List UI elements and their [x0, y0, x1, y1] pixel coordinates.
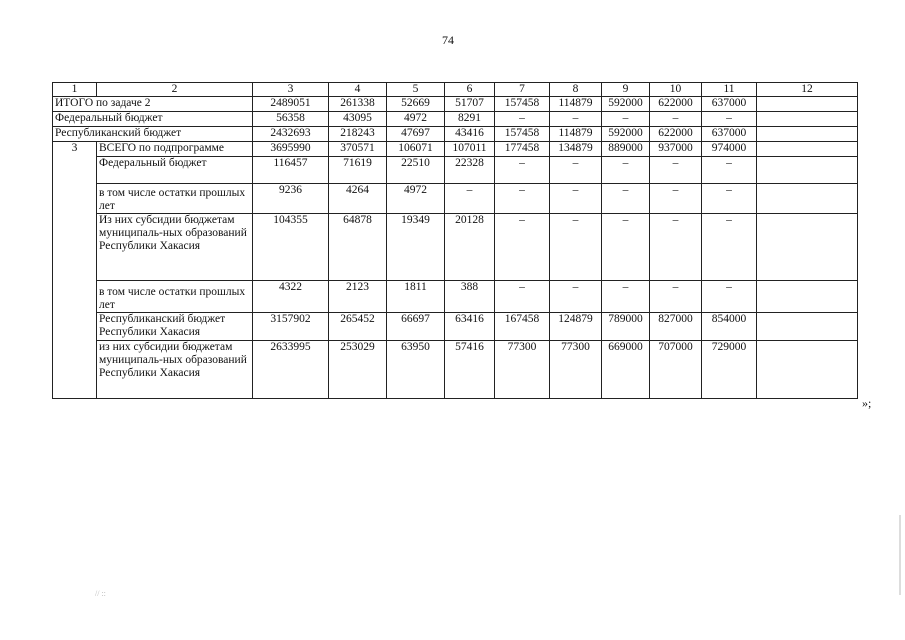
header-cell: 7 [495, 83, 550, 97]
row-label: Республиканский бюджет [53, 127, 253, 142]
cell-value [757, 184, 858, 214]
cell-value [757, 97, 858, 112]
cell-value: – [550, 214, 602, 281]
row-label: в том числе остатки прошлых лет [97, 184, 253, 214]
cell-value: 167458 [495, 313, 550, 341]
cell-value: 2432693 [253, 127, 329, 142]
cell-value: – [602, 214, 650, 281]
cell-value: 77300 [495, 341, 550, 399]
header-cell: 2 [97, 83, 253, 97]
cell-value: 47697 [387, 127, 445, 142]
cell-value: – [650, 281, 702, 313]
row-label: в том числе остатки прошлых лет [97, 281, 253, 313]
cell-value: – [550, 112, 602, 127]
cell-value: – [702, 112, 757, 127]
cell-value: – [445, 184, 495, 214]
cell-value: – [602, 281, 650, 313]
table-header-row [53, 83, 858, 97]
cell-value: 56358 [253, 112, 329, 127]
cell-value: 22328 [445, 157, 495, 184]
header-cell: 8 [550, 83, 602, 97]
header-cell: 11 [702, 83, 757, 97]
cell-value: 177458 [495, 142, 550, 157]
cell-value: 218243 [329, 127, 387, 142]
header-cell: 3 [253, 83, 329, 97]
header-cell: 9 [602, 83, 650, 97]
cell-value: 9236 [253, 184, 329, 214]
cell-value: – [550, 281, 602, 313]
cell-value: – [702, 214, 757, 281]
cell-value: 124879 [550, 313, 602, 341]
cell-value: 592000 [602, 127, 650, 142]
cell-value: 104355 [253, 214, 329, 281]
cell-value: – [650, 214, 702, 281]
margin-mark: // :: [95, 589, 106, 598]
cell-value: – [495, 157, 550, 184]
cell-value: 1811 [387, 281, 445, 313]
row-label: Федеральный бюджет [53, 112, 253, 127]
cell-value: – [602, 184, 650, 214]
cell-value: 3695990 [253, 142, 329, 157]
cell-value: 789000 [602, 313, 650, 341]
cell-value: 20128 [445, 214, 495, 281]
row-label: ВСЕГО по подпрограмме [97, 142, 253, 157]
header-cell: 6 [445, 83, 495, 97]
cell-value [757, 281, 858, 313]
cell-value: 370571 [329, 142, 387, 157]
table-row [53, 127, 858, 142]
table-row [53, 97, 858, 112]
cell-value [757, 341, 858, 399]
cell-value [757, 214, 858, 281]
table-row [53, 112, 858, 127]
row-label: Федеральный бюджет [97, 157, 253, 184]
cell-value: 116457 [253, 157, 329, 184]
row-label: Из них субсидии бюджетам муниципаль-ных образований Республики Хакасия [97, 214, 253, 281]
cell-value: 134879 [550, 142, 602, 157]
cell-value: 157458 [495, 127, 550, 142]
cell-value: – [702, 281, 757, 313]
closing-quote-mark: »; [862, 396, 872, 410]
cell-value [757, 127, 858, 142]
cell-value: – [650, 184, 702, 214]
cell-value [757, 112, 858, 127]
cell-value: 889000 [602, 142, 650, 157]
cell-value: 22510 [387, 157, 445, 184]
cell-value: 8291 [445, 112, 495, 127]
cell-value: 3157902 [253, 313, 329, 341]
cell-value: 637000 [702, 97, 757, 112]
cell-value: 622000 [650, 97, 702, 112]
cell-value: – [550, 184, 602, 214]
cell-value: 57416 [445, 341, 495, 399]
cell-value: 388 [445, 281, 495, 313]
header-cell: 1 [53, 83, 97, 97]
cell-value: 253029 [329, 341, 387, 399]
cell-value: 622000 [650, 127, 702, 142]
cell-value: 4972 [387, 184, 445, 214]
cell-value: – [650, 112, 702, 127]
cell-value: 4322 [253, 281, 329, 313]
cell-value: – [495, 184, 550, 214]
cell-value: 974000 [702, 142, 757, 157]
table-row [53, 184, 858, 214]
cell-value: 43416 [445, 127, 495, 142]
table-row [53, 281, 858, 313]
header-cell: 12 [757, 83, 858, 97]
cell-value: – [495, 112, 550, 127]
header-cell: 4 [329, 83, 387, 97]
cell-value: 2123 [329, 281, 387, 313]
cell-value: – [650, 157, 702, 184]
header-cell: 5 [387, 83, 445, 97]
cell-value: 637000 [702, 127, 757, 142]
header-cell: 10 [650, 83, 702, 97]
table-row [53, 157, 858, 184]
cell-value: – [495, 281, 550, 313]
cell-value: 71619 [329, 157, 387, 184]
cell-value: 4264 [329, 184, 387, 214]
cell-value: 52669 [387, 97, 445, 112]
cell-value: – [495, 214, 550, 281]
scan-edge-shadow [899, 515, 901, 595]
cell-value: 106071 [387, 142, 445, 157]
row-label: из них субсидии бюджетам муниципаль-ных образований Республики Хакасия [97, 341, 253, 399]
cell-value: 107011 [445, 142, 495, 157]
table-row [53, 142, 858, 157]
cell-value: 261338 [329, 97, 387, 112]
cell-value: 77300 [550, 341, 602, 399]
row-label: ИТОГО по задаче 2 [53, 97, 253, 112]
cell-value: 157458 [495, 97, 550, 112]
section-number: 3 [53, 142, 97, 399]
table-row [53, 214, 858, 281]
cell-value: 51707 [445, 97, 495, 112]
table-row [53, 341, 858, 399]
row-label: Республиканский бюджет Республики Хакасия [97, 313, 253, 341]
cell-value: 63950 [387, 341, 445, 399]
page-number: 74 [442, 33, 454, 47]
cell-value [757, 313, 858, 341]
budget-table [52, 82, 858, 399]
cell-value: – [702, 184, 757, 214]
cell-value: 2489051 [253, 97, 329, 112]
cell-value: 854000 [702, 313, 757, 341]
cell-value: 4972 [387, 112, 445, 127]
cell-value [757, 157, 858, 184]
cell-value: – [602, 112, 650, 127]
cell-value: – [702, 157, 757, 184]
cell-value: 43095 [329, 112, 387, 127]
cell-value: 114879 [550, 97, 602, 112]
cell-value: 2633995 [253, 341, 329, 399]
cell-value: 19349 [387, 214, 445, 281]
cell-value: 707000 [650, 341, 702, 399]
cell-value: 827000 [650, 313, 702, 341]
cell-value: 669000 [602, 341, 650, 399]
cell-value: 592000 [602, 97, 650, 112]
cell-value: 265452 [329, 313, 387, 341]
cell-value: 729000 [702, 341, 757, 399]
cell-value: 114879 [550, 127, 602, 142]
table-row [53, 313, 858, 341]
cell-value: 937000 [650, 142, 702, 157]
cell-value: – [602, 157, 650, 184]
cell-value [757, 142, 858, 157]
cell-value: – [550, 157, 602, 184]
cell-value: 64878 [329, 214, 387, 281]
cell-value: 63416 [445, 313, 495, 341]
cell-value: 66697 [387, 313, 445, 341]
